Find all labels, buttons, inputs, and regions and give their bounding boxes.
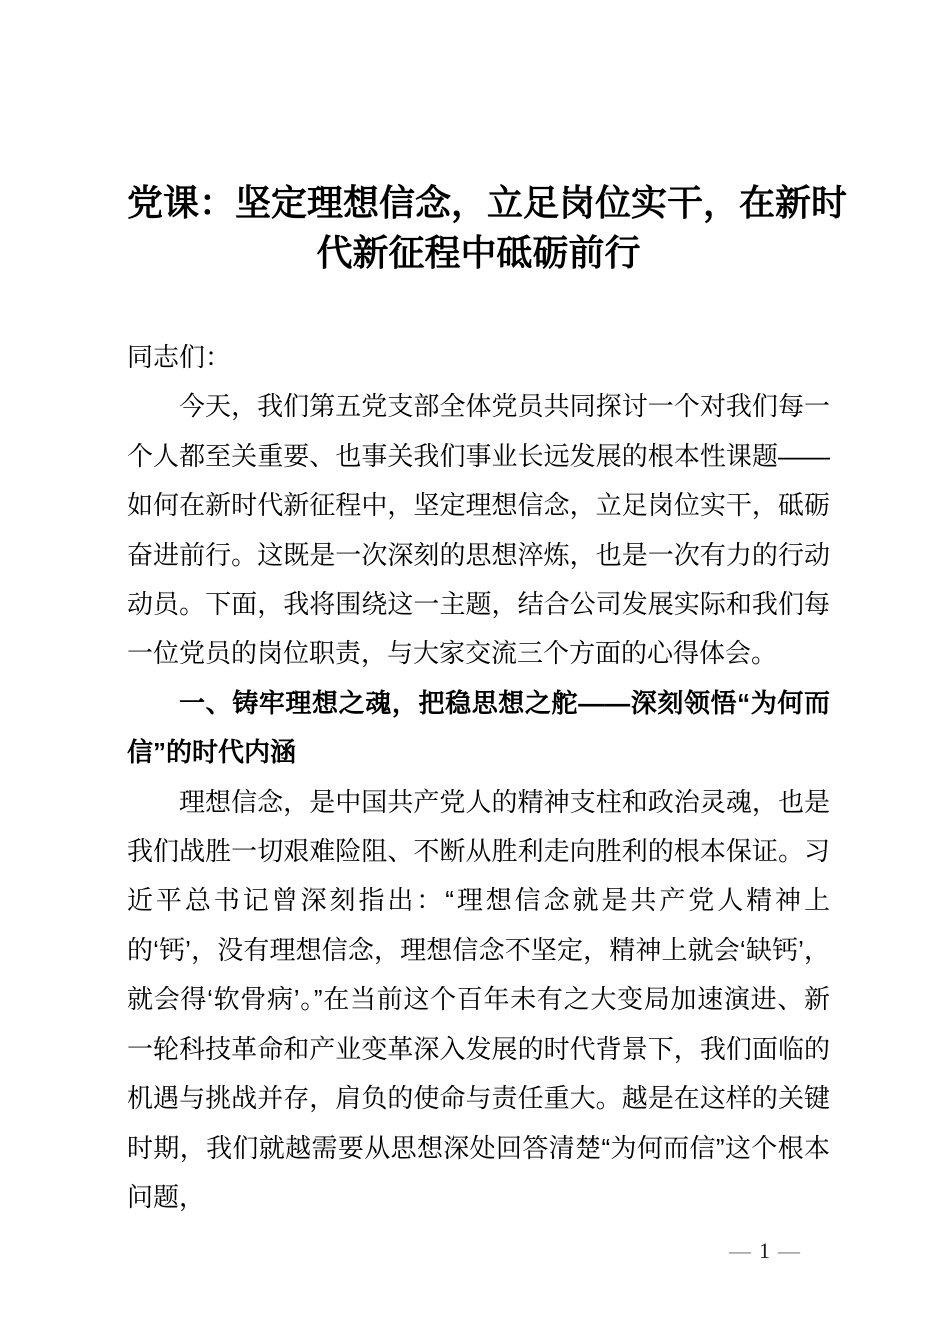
intro-paragraph: 今天，我们第五党支部全体党员共同探讨一个对我们每一个人都至关重要、也事关我们事业长远发展的根本性课题——如何在新时代新征程中，坚定理想信念，立足岗位实干，砥砺奋进前行。这既是一次深刻的思想淬炼，也是一次有力的行动动员。下面，我将围绕这一主题，结合公司发展实际和我们每一位党员的岗位职责，与大家交流三个方面的心得体会。 — [127, 391, 830, 669]
salutation: 同志们： — [127, 342, 232, 372]
page-number — [729, 1240, 800, 1262]
section-1-heading: 一、铸牢理想之魂，把稳思想之舵——深刻领悟“为何而信”的时代内涵 — [127, 687, 830, 768]
document-title-line-2: 代新征程中砥砺前行 — [316, 232, 641, 273]
page-number-left-dash: — — [729, 1238, 751, 1263]
page-number-right-dash: — — [778, 1238, 800, 1263]
document-title-line-1: 党课：坚定理想信念，立足岗位实干，在新时 — [127, 182, 848, 223]
document-body — [127, 333, 830, 1222]
page-number-value: 1 — [759, 1238, 770, 1263]
document-title — [127, 178, 848, 278]
section-1-paragraph: 理想信念，是中国共产党人的精神支柱和政治灵魂，也是我们战胜一切艰难险阻、不断从胜利走向胜利的根本保证。习近平总书记曾深刻指出：“理想信念就是共产党人精神上的‘钙’，没有理想信念，理想信念不坚定，精神上就会‘缺钙’，就会得‘软骨病’。”在当前这个百年未有之大变局加速演进、新一轮科技革命和产业变革深入发展的时代背景下，我们面临的机遇与挑战并存，肩负的使命与责任重大。越是在这样的关键时期，我们就越需要从思想深处回答清楚“为何而信”这个根本问题， — [127, 786, 830, 1212]
